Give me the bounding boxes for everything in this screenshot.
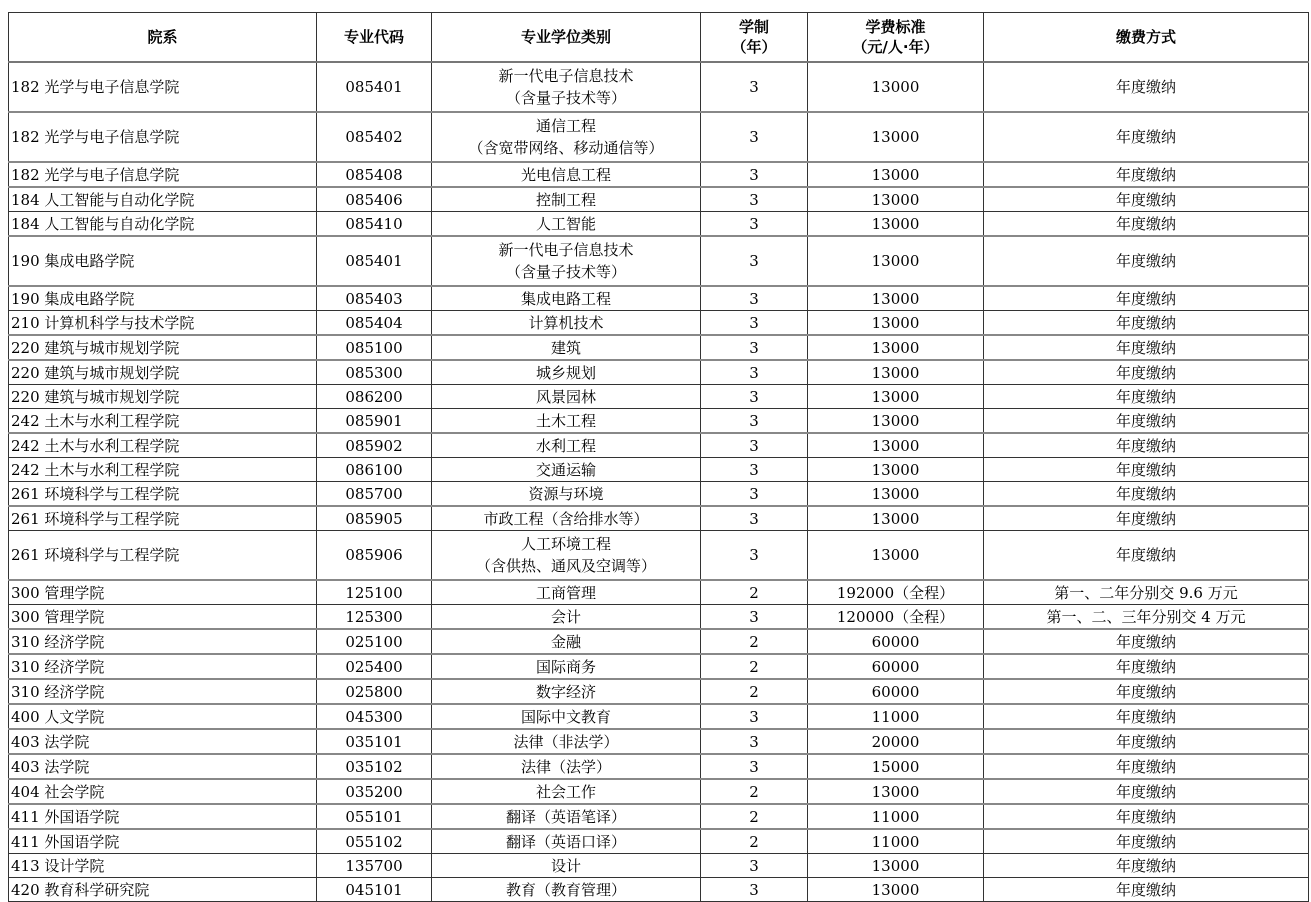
- table-row: [9, 187, 1309, 212]
- cell-department: 220 建筑与城市规划学院: [9, 360, 317, 385]
- cell-tuition: 13000: [808, 409, 984, 434]
- table-row: [9, 409, 1309, 434]
- cell-payment-method: 年度缴纳: [984, 679, 1309, 704]
- cell-major-code: 085401: [317, 62, 432, 112]
- cell-duration: 3: [701, 531, 808, 581]
- cell-major-code: 035101: [317, 729, 432, 754]
- cell-major-code: 055102: [317, 829, 432, 854]
- cell-degree-category: 国际商务: [432, 654, 701, 679]
- table-row: [9, 804, 1309, 829]
- cell-tuition: 15000: [808, 754, 984, 779]
- cell-department: 403 法学院: [9, 729, 317, 754]
- cell-tuition: 13000: [808, 779, 984, 804]
- cell-degree-category: 资源与环境: [432, 482, 701, 507]
- cell-department: 184 人工智能与自动化学院: [9, 187, 317, 212]
- cell-duration: 2: [701, 779, 808, 804]
- cell-tuition: 13000: [808, 187, 984, 212]
- cell-major-code: 045300: [317, 704, 432, 729]
- cell-duration: 3: [701, 854, 808, 878]
- cell-major-code: 085700: [317, 482, 432, 507]
- table-row: [9, 654, 1309, 679]
- cell-tuition: 192000（全程）: [808, 580, 984, 605]
- cell-degree-category: 市政工程（含给排水等）: [432, 506, 701, 531]
- cell-major-code: 125100: [317, 580, 432, 605]
- cell-major-code: 085300: [317, 360, 432, 385]
- tuition-table: [8, 12, 1309, 902]
- cell-degree-category: 国际中文教育: [432, 704, 701, 729]
- cell-tuition: 11000: [808, 704, 984, 729]
- cell-degree-category: 会计: [432, 605, 701, 630]
- table-row: [9, 286, 1309, 311]
- cell-degree-category: 建筑: [432, 335, 701, 360]
- header-duration: 学制 （年）: [701, 13, 808, 63]
- cell-payment-method: 年度缴纳: [984, 654, 1309, 679]
- cell-tuition: 13000: [808, 335, 984, 360]
- cell-duration: 2: [701, 654, 808, 679]
- cell-department: 242 土木与水利工程学院: [9, 409, 317, 434]
- cell-payment-method: 年度缴纳: [984, 878, 1309, 902]
- cell-tuition: 20000: [808, 729, 984, 754]
- cell-payment-method: 年度缴纳: [984, 729, 1309, 754]
- cell-payment-method: 年度缴纳: [984, 531, 1309, 581]
- cell-tuition: 60000: [808, 654, 984, 679]
- cell-tuition: 13000: [808, 286, 984, 311]
- table-row: [9, 385, 1309, 409]
- cell-degree-category: 风景园林: [432, 385, 701, 409]
- cell-degree-category: 人工环境工程 （含供热、通风及空调等）: [432, 531, 701, 581]
- cell-department: 242 土木与水利工程学院: [9, 458, 317, 482]
- cell-degree-category: 计算机技术: [432, 311, 701, 336]
- cell-degree-category: 土木工程: [432, 409, 701, 434]
- cell-tuition: 13000: [808, 854, 984, 878]
- table-row: [9, 754, 1309, 779]
- cell-payment-method: 年度缴纳: [984, 311, 1309, 336]
- cell-payment-method: 年度缴纳: [984, 854, 1309, 878]
- cell-duration: 3: [701, 878, 808, 902]
- table-row: [9, 360, 1309, 385]
- cell-degree-category: 设计: [432, 854, 701, 878]
- cell-payment-method: 年度缴纳: [984, 704, 1309, 729]
- cell-tuition: 13000: [808, 482, 984, 507]
- table-body: [9, 62, 1309, 902]
- cell-tuition: 13000: [808, 236, 984, 286]
- cell-payment-method: 第一、二、三年分别交 4 万元: [984, 605, 1309, 630]
- cell-duration: 3: [701, 212, 808, 237]
- cell-department: 261 环境科学与工程学院: [9, 482, 317, 507]
- table-row: [9, 482, 1309, 507]
- cell-duration: 3: [701, 704, 808, 729]
- table-row: [9, 311, 1309, 336]
- table-row: [9, 236, 1309, 286]
- cell-payment-method: 年度缴纳: [984, 433, 1309, 458]
- table-row: [9, 829, 1309, 854]
- table-row: [9, 729, 1309, 754]
- header-row: [9, 13, 1309, 63]
- cell-duration: 3: [701, 729, 808, 754]
- cell-duration: 2: [701, 679, 808, 704]
- cell-duration: 3: [701, 458, 808, 482]
- cell-payment-method: 年度缴纳: [984, 162, 1309, 187]
- cell-major-code: 085902: [317, 433, 432, 458]
- table-row: [9, 779, 1309, 804]
- cell-payment-method: 年度缴纳: [984, 506, 1309, 531]
- table-row: [9, 580, 1309, 605]
- cell-department: 310 经济学院: [9, 679, 317, 704]
- cell-department: 182 光学与电子信息学院: [9, 112, 317, 162]
- cell-tuition: 11000: [808, 829, 984, 854]
- table-row: [9, 458, 1309, 482]
- cell-major-code: 085402: [317, 112, 432, 162]
- cell-degree-category: 新一代电子信息技术 （含量子技术等）: [432, 236, 701, 286]
- cell-major-code: 055101: [317, 804, 432, 829]
- cell-tuition: 13000: [808, 311, 984, 336]
- header-major-code: 专业代码: [317, 13, 432, 63]
- table-row: [9, 212, 1309, 237]
- cell-degree-category: 城乡规划: [432, 360, 701, 385]
- table-row: [9, 679, 1309, 704]
- cell-degree-category: 控制工程: [432, 187, 701, 212]
- cell-major-code: 025400: [317, 654, 432, 679]
- cell-payment-method: 年度缴纳: [984, 187, 1309, 212]
- table-row: [9, 704, 1309, 729]
- cell-duration: 3: [701, 506, 808, 531]
- cell-degree-category: 水利工程: [432, 433, 701, 458]
- cell-department: 404 社会学院: [9, 779, 317, 804]
- cell-degree-category: 金融: [432, 629, 701, 654]
- cell-duration: 3: [701, 409, 808, 434]
- cell-payment-method: 年度缴纳: [984, 360, 1309, 385]
- cell-payment-method: 年度缴纳: [984, 779, 1309, 804]
- cell-major-code: 035200: [317, 779, 432, 804]
- cell-tuition: 13000: [808, 506, 984, 531]
- cell-tuition: 120000（全程）: [808, 605, 984, 630]
- cell-major-code: 045101: [317, 878, 432, 902]
- cell-degree-category: 工商管理: [432, 580, 701, 605]
- cell-duration: 2: [701, 829, 808, 854]
- cell-tuition: 13000: [808, 112, 984, 162]
- cell-payment-method: 年度缴纳: [984, 482, 1309, 507]
- cell-duration: 3: [701, 605, 808, 630]
- table-row: [9, 433, 1309, 458]
- cell-tuition: 13000: [808, 385, 984, 409]
- cell-duration: 2: [701, 804, 808, 829]
- cell-department: 220 建筑与城市规划学院: [9, 335, 317, 360]
- cell-department: 184 人工智能与自动化学院: [9, 212, 317, 237]
- table-row: [9, 854, 1309, 878]
- cell-payment-method: 年度缴纳: [984, 629, 1309, 654]
- cell-department: 220 建筑与城市规划学院: [9, 385, 317, 409]
- cell-department: 261 环境科学与工程学院: [9, 506, 317, 531]
- cell-tuition: 13000: [808, 162, 984, 187]
- table-row: [9, 605, 1309, 630]
- cell-tuition: 13000: [808, 878, 984, 902]
- cell-tuition: 11000: [808, 804, 984, 829]
- cell-major-code: 086100: [317, 458, 432, 482]
- cell-degree-category: 光电信息工程: [432, 162, 701, 187]
- cell-degree-category: 通信工程 （含宽带网络、移动通信等）: [432, 112, 701, 162]
- cell-major-code: 085410: [317, 212, 432, 237]
- cell-duration: 3: [701, 236, 808, 286]
- cell-duration: 3: [701, 482, 808, 507]
- cell-duration: 2: [701, 629, 808, 654]
- table-row: [9, 162, 1309, 187]
- cell-major-code: 035102: [317, 754, 432, 779]
- table-row: [9, 629, 1309, 654]
- header-payment-method: 缴费方式: [984, 13, 1309, 63]
- cell-duration: 3: [701, 385, 808, 409]
- cell-duration: 3: [701, 335, 808, 360]
- cell-major-code: 085408: [317, 162, 432, 187]
- header-tuition: 学费标准 （元/人·年）: [808, 13, 984, 63]
- cell-degree-category: 法律（法学）: [432, 754, 701, 779]
- cell-duration: 3: [701, 286, 808, 311]
- cell-major-code: 085901: [317, 409, 432, 434]
- cell-duration: 3: [701, 754, 808, 779]
- cell-payment-method: 年度缴纳: [984, 409, 1309, 434]
- cell-major-code: 085905: [317, 506, 432, 531]
- table-row: [9, 506, 1309, 531]
- cell-tuition: 13000: [808, 212, 984, 237]
- table-row: [9, 62, 1309, 112]
- cell-degree-category: 集成电路工程: [432, 286, 701, 311]
- cell-major-code: 085906: [317, 531, 432, 581]
- cell-duration: 3: [701, 162, 808, 187]
- cell-department: 413 设计学院: [9, 854, 317, 878]
- cell-department: 411 外国语学院: [9, 804, 317, 829]
- cell-payment-method: 年度缴纳: [984, 754, 1309, 779]
- cell-payment-method: 年度缴纳: [984, 385, 1309, 409]
- cell-degree-category: 翻译（英语口译）: [432, 829, 701, 854]
- cell-department: 210 计算机科学与技术学院: [9, 311, 317, 336]
- cell-tuition: 13000: [808, 458, 984, 482]
- cell-duration: 3: [701, 112, 808, 162]
- cell-payment-method: 年度缴纳: [984, 62, 1309, 112]
- cell-department: 190 集成电路学院: [9, 286, 317, 311]
- cell-department: 261 环境科学与工程学院: [9, 531, 317, 581]
- cell-department: 310 经济学院: [9, 629, 317, 654]
- cell-tuition: 60000: [808, 679, 984, 704]
- cell-major-code: 085401: [317, 236, 432, 286]
- cell-degree-category: 社会工作: [432, 779, 701, 804]
- cell-degree-category: 人工智能: [432, 212, 701, 237]
- cell-major-code: 085100: [317, 335, 432, 360]
- cell-major-code: 025100: [317, 629, 432, 654]
- cell-major-code: 085406: [317, 187, 432, 212]
- table-row: [9, 335, 1309, 360]
- cell-department: 190 集成电路学院: [9, 236, 317, 286]
- header-degree-category: 专业学位类别: [432, 13, 701, 63]
- cell-payment-method: 年度缴纳: [984, 212, 1309, 237]
- cell-major-code: 085404: [317, 311, 432, 336]
- cell-duration: 3: [701, 360, 808, 385]
- cell-degree-category: 教育（教育管理）: [432, 878, 701, 902]
- cell-duration: 3: [701, 311, 808, 336]
- cell-payment-method: 年度缴纳: [984, 236, 1309, 286]
- cell-tuition: 13000: [808, 531, 984, 581]
- cell-payment-method: 年度缴纳: [984, 458, 1309, 482]
- cell-degree-category: 数字经济: [432, 679, 701, 704]
- cell-payment-method: 年度缴纳: [984, 112, 1309, 162]
- cell-department: 182 光学与电子信息学院: [9, 162, 317, 187]
- cell-tuition: 13000: [808, 433, 984, 458]
- cell-department: 411 外国语学院: [9, 829, 317, 854]
- cell-payment-method: 年度缴纳: [984, 829, 1309, 854]
- cell-payment-method: 年度缴纳: [984, 804, 1309, 829]
- cell-duration: 3: [701, 433, 808, 458]
- cell-degree-category: 新一代电子信息技术 （含量子技术等）: [432, 62, 701, 112]
- cell-duration: 2: [701, 580, 808, 605]
- cell-major-code: 086200: [317, 385, 432, 409]
- cell-department: 242 土木与水利工程学院: [9, 433, 317, 458]
- cell-department: 182 光学与电子信息学院: [9, 62, 317, 112]
- cell-department: 300 管理学院: [9, 605, 317, 630]
- header-department: 院系: [9, 13, 317, 63]
- cell-payment-method: 年度缴纳: [984, 335, 1309, 360]
- cell-major-code: 135700: [317, 854, 432, 878]
- cell-department: 420 教育科学研究院: [9, 878, 317, 902]
- cell-department: 310 经济学院: [9, 654, 317, 679]
- cell-degree-category: 法律（非法学）: [432, 729, 701, 754]
- table-row: [9, 878, 1309, 902]
- cell-duration: 3: [701, 62, 808, 112]
- cell-tuition: 60000: [808, 629, 984, 654]
- cell-major-code: 125300: [317, 605, 432, 630]
- table-row: [9, 531, 1309, 581]
- table-row: [9, 112, 1309, 162]
- cell-tuition: 13000: [808, 62, 984, 112]
- cell-major-code: 085403: [317, 286, 432, 311]
- cell-payment-method: 年度缴纳: [984, 286, 1309, 311]
- cell-duration: 3: [701, 187, 808, 212]
- cell-department: 400 人文学院: [9, 704, 317, 729]
- cell-degree-category: 翻译（英语笔译）: [432, 804, 701, 829]
- cell-payment-method: 第一、二年分别交 9.6 万元: [984, 580, 1309, 605]
- cell-degree-category: 交通运输: [432, 458, 701, 482]
- cell-tuition: 13000: [808, 360, 984, 385]
- cell-department: 300 管理学院: [9, 580, 317, 605]
- cell-major-code: 025800: [317, 679, 432, 704]
- cell-department: 403 法学院: [9, 754, 317, 779]
